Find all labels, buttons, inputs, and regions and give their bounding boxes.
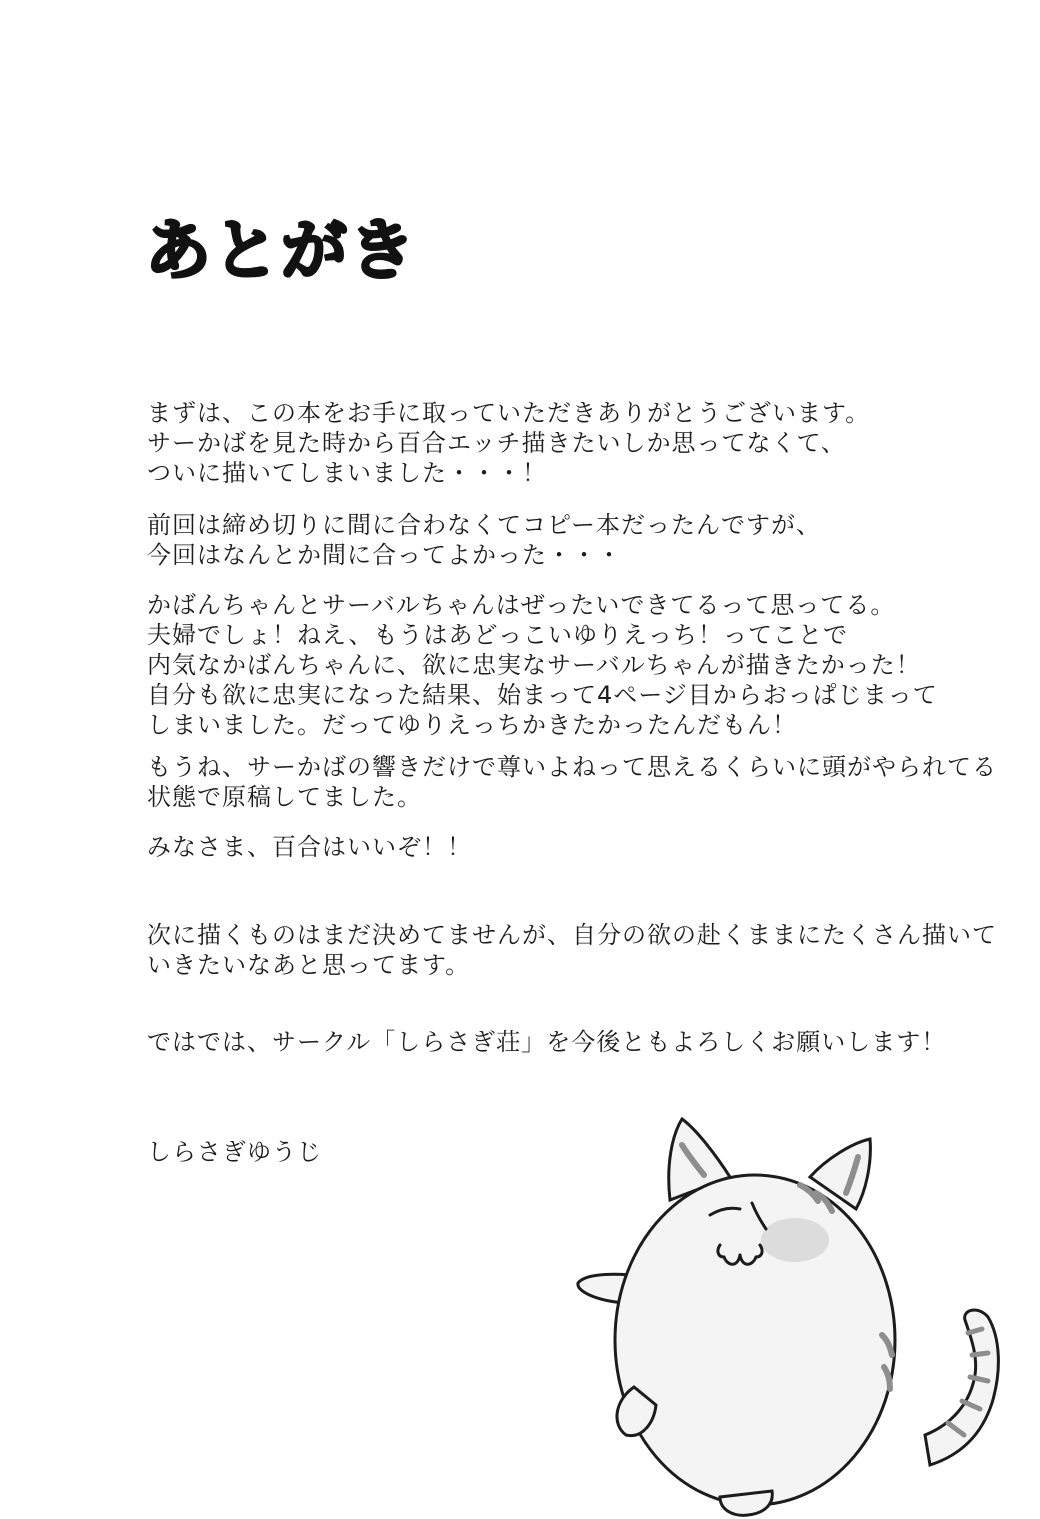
text-line: かばんちゃんとサーバルちゃんはぜったいできてるって思ってる。 — [147, 591, 896, 619]
text-line: 次に描くものはまだ決めてませんが、自分の欲の赴くままにたくさん描いて — [147, 921, 997, 949]
text-line: しらさぎゆうじ — [147, 1138, 322, 1166]
text-line: 内気なかばんちゃんに、欲に忠実なサーバルちゃんが描きたかった！ — [147, 651, 921, 679]
text-line: ではでは、サークル「しらさぎ荘」を今後ともよろしくお願いします！ — [147, 1028, 947, 1056]
cat-foot-bottom — [720, 1491, 772, 1515]
text-line: みなさま、百合はいいぞ！！ — [147, 833, 472, 861]
paragraph-previous — [147, 510, 821, 570]
text-line: もうね、サーかばの響きだけで尊いよねって思えるくらいに頭がやられてる — [147, 753, 997, 781]
text-line: いきたいなあと思ってます。 — [147, 951, 471, 979]
text-line: 前回は締め切りに間に合わなくてコピー本だったんですが、 — [147, 511, 822, 539]
page-title: あとがき — [145, 212, 417, 289]
text-line: 夫婦でしょ！ねえ、もうはあどっこいゆりえっち！ってことで — [147, 621, 848, 649]
text-line: 今回はなんとか間に合ってよかった・・・ — [147, 541, 622, 569]
paragraph-state — [147, 752, 997, 812]
cat-body — [615, 1175, 895, 1505]
paragraph-thanks — [147, 398, 870, 488]
round-cat-illustration-icon — [570, 1105, 1040, 1519]
text-line: ついに描いてしまいました・・・！ — [147, 459, 547, 487]
text-line: サーかばを見た時から百合エッチ描きたいしか思ってなくて、 — [147, 429, 847, 457]
text-line: しまいました。だってゆりえっちかきたかったんだもん！ — [147, 711, 797, 739]
paragraph-couple — [147, 590, 938, 740]
cat-tail — [925, 1310, 998, 1465]
text-line: まずは、この本をお手に取っていただきありがとうございます。 — [147, 399, 871, 427]
paragraph-yuri — [147, 832, 472, 862]
text-line: 自分も欲に忠実になった結果、始まって4ページ目からおっぱじまって — [147, 681, 938, 709]
paragraph-closing — [147, 1027, 946, 1057]
author-signature — [147, 1137, 322, 1167]
text-line: 状態で原稿してました。 — [147, 783, 422, 811]
paragraph-next — [147, 920, 997, 980]
cat-blush — [761, 1218, 829, 1262]
